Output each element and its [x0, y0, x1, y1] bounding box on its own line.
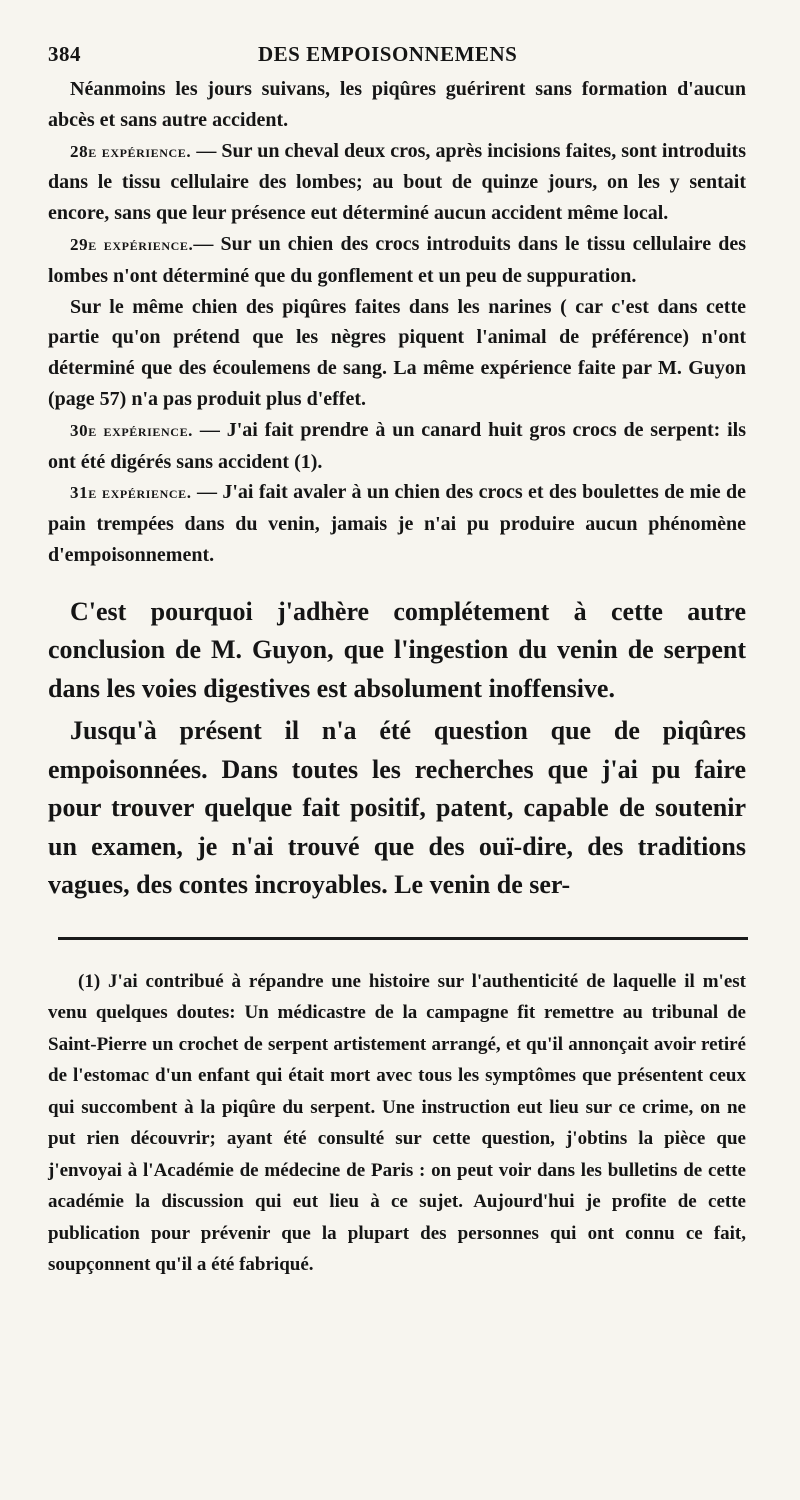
paragraph-narines	[48, 292, 746, 415]
paragraph-piqures-empoisonnees: Jusqu'à présent il n'a été question que de piqûres empoisonnées. Dans toutes les recherches que j'ai pu faire pour trouver quelque fait positif, patent, capable de soutenir un examen, je n'ai trouvé que des ouï-dire, des traditions vagues, des contes incroyables. Le venin de ser-	[48, 716, 746, 900]
experience-label: 30e expérience.	[70, 420, 194, 440]
paragraph-text: — Sur un chien des crocs introduits dans le tissu cellulaire des lombes n'ont déterminé que du gonflement et un peu de suppuration.	[48, 232, 746, 287]
experience-label: 28e expérience.	[70, 141, 192, 161]
experience-label: 29e expérience.	[70, 234, 194, 254]
footnote-text: (1) J'ai contribué à répandre une histoire sur l'authenticité de laquelle il m'est venu quelques doutes: Un médicastre de la campagne fit remettre au tribunal de Saint-Pierre un crochet de serpent artistement arrangé, et qu'il annonçait avoir retiré de l'estomac d'un enfant qui était mort avec tous les symptômes que présentent ceux qui succombent à la piqûre du serpent. Une instruction eut lieu sur ce crime, on ne put rien découvrir; ayant été consulté sur cette question, j'obtins la pièce que j'envoyai à l'Académie de médecine de Paris : on peut voir dans les bulletins de cette académie la discussion qui eut lieu à ce sujet. Aujourd'hui je profite de cette publication pour prévenir que la plupart des personnes qui ont connu ce fait, soupçonnent qu'il a été fabriqué.	[48, 970, 746, 1276]
running-head	[48, 40, 746, 74]
paragraph-experience-31	[48, 477, 746, 570]
paragraph-experience-29	[48, 229, 746, 292]
paragraph-experience-28	[48, 136, 746, 229]
paragraph-text: Néanmoins les jours suivans, les piqûres guérirent sans formation d'aucun abcès et sans autre accident.	[48, 78, 746, 131]
paragraph-text: — J'ai fait prendre à un canard huit gros crocs de serpent: ils ont été digérés sans accident (1).	[48, 418, 746, 473]
paragraph-conclusion: C'est pourquoi j'adhère complétement à cette autre conclusion de M. Guyon, que l'ingestion du venin de serpent dans les voies digestives est absolument inoffensive.	[48, 596, 746, 703]
experience-label: 31e expérience.	[70, 483, 192, 503]
page-number: 384	[48, 42, 81, 66]
paragraph-experience-30	[48, 415, 746, 478]
paragraph-neanmoins	[48, 74, 746, 136]
footnote-divider	[58, 937, 748, 940]
running-title: DES EMPOISONNEMENS	[258, 42, 518, 66]
paragraph-text: Sur le même chien des piqûres faites dans les narines ( car c'est dans cette partie qu'on prétend que les nègres piquent l'animal de préférence) n'ont déterminé que des écoulemens de sang. La même expérience faite par M. Guyon (page 57) n'a pas produit plus d'effet.	[48, 295, 746, 410]
paragraph-text: — Sur un cheval deux cros, après incisions faites, sont introduits dans le tissu cellulaire des lombes; au bout de quinze jours, on les y sentait encore, sans que leur présence eut déterminé aucun accident même local.	[48, 139, 747, 225]
experiments-section	[48, 74, 746, 571]
paragraph-text: — J'ai fait avaler à un chien des crocs et des boulettes de mie de pain trempées dans du venin, jamais je n'ai pu produire aucun phénomène d'empoisonnement.	[48, 481, 747, 566]
footnote	[48, 966, 746, 1281]
conclusion-section	[48, 593, 746, 905]
